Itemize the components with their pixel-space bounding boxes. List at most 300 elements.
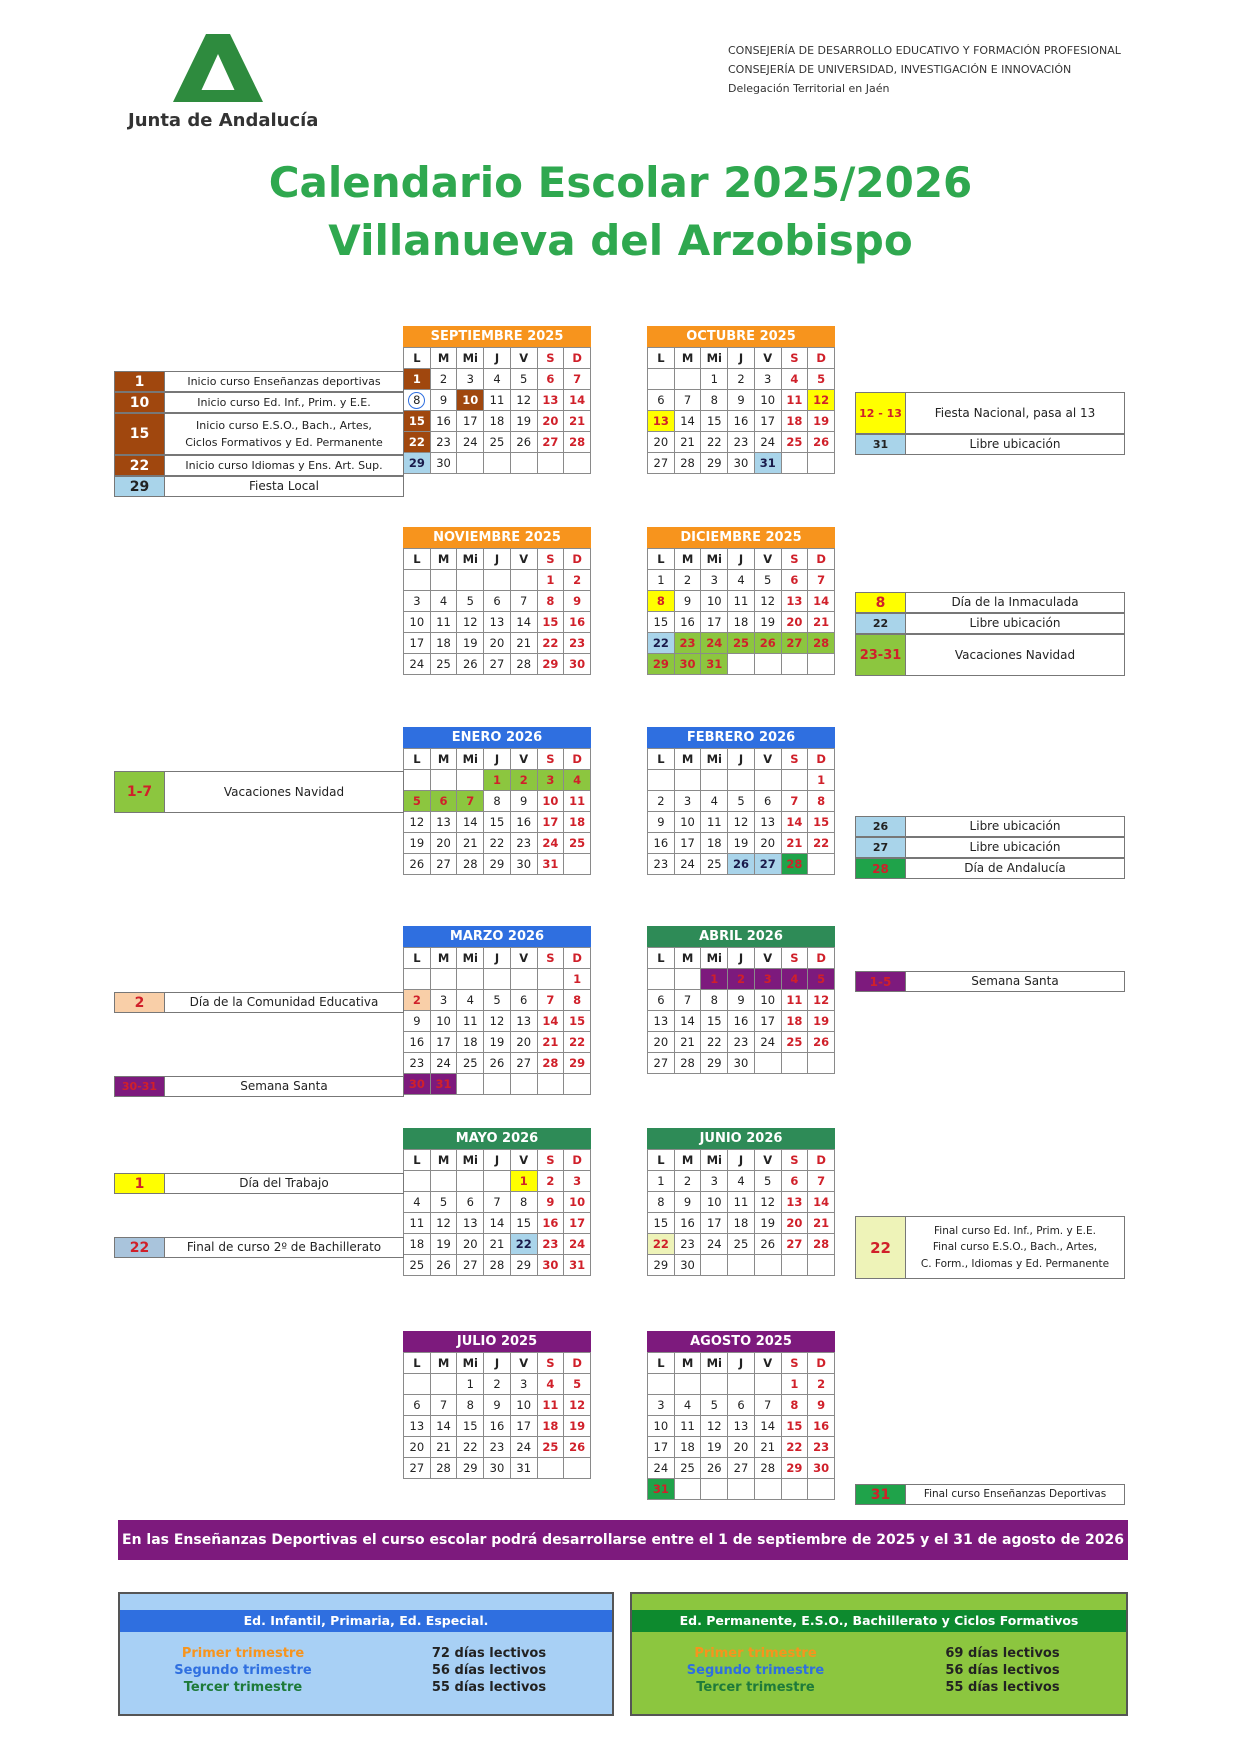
day-cell: 13 [728,1416,755,1437]
day-cell: 28 [808,1234,835,1255]
day-cell: 24 [755,1032,782,1053]
summary-title: Ed. Infantil, Primaria, Ed. Especial. [120,1610,612,1632]
legend-text-line-1: Final curso Ed. Inf., Prim. y E.E. [934,1225,1096,1238]
legend-text: Libre ubicación [969,819,1061,834]
day-cell: 22 [808,833,835,854]
day-cell: 18 [782,411,809,432]
day-cell: 2 [648,791,675,812]
legend-key: 31 [856,435,906,454]
day-cell: 3 [701,1171,728,1192]
day-cell: 20 [648,1032,675,1053]
day-cell: 8 [648,591,675,612]
term-days: 56 días lectivos [431,1663,547,1678]
day-cell: 3 [648,1395,675,1416]
weekday-header: L [404,948,431,969]
empty-cell [484,969,511,990]
legend-text: Libre ubicación [969,616,1061,631]
legend-may-1 [114,1173,404,1194]
day-cell: 28 [782,854,809,875]
legend-sep-1 [114,371,404,392]
weekday-header: J [728,749,755,770]
day-cell: 25 [431,654,458,675]
empty-cell [755,770,782,791]
day-cell: 9 [675,591,702,612]
legend-key: 28 [856,859,906,878]
day-cell: 19 [728,833,755,854]
day-cell: 20 [782,1213,809,1234]
day-cell: 1 [457,1374,484,1395]
day-cell: 2 [404,990,431,1011]
month-header: SEPTIEMBRE 2025 [403,326,591,347]
day-cell: 18 [404,1234,431,1255]
day-cell: 3 [675,791,702,812]
weekday-header: S [538,1150,565,1171]
empty-cell [675,369,702,390]
day-cell: 18 [701,833,728,854]
day-cell: 21 [431,1437,458,1458]
day-cell: 7 [484,1192,511,1213]
weekday-header: J [484,749,511,770]
empty-cell [755,1479,782,1500]
day-cell: 19 [755,612,782,633]
empty-cell [755,1053,782,1074]
day-cell: 13 [511,1011,538,1032]
summary-infantil-primaria [118,1592,614,1716]
day-cell: 13 [538,390,565,411]
day-cell: 27 [538,432,565,453]
weekday-header: S [538,749,565,770]
day-cell: 4 [675,1395,702,1416]
day-cell: 19 [701,1437,728,1458]
weekday-header: Mi [457,549,484,570]
day-cell: 24 [457,432,484,453]
day-cell: 22 [564,1032,591,1053]
day-cell: 22 [701,432,728,453]
day-cell: 1 [701,369,728,390]
day-cell: 16 [728,411,755,432]
sports-education-banner: En las Enseñanzas Deportivas el curso escolar podrá desarrollarse entre el 1 de septiembre de 2025 y el 31 de agosto de 2026 [118,1520,1128,1560]
month-august [647,1331,835,1500]
day-cell: 22 [484,833,511,854]
day-cell: 29 [782,1458,809,1479]
day-cell: 3 [564,1171,591,1192]
weekday-header: S [782,1150,809,1171]
day-cell: 16 [728,1011,755,1032]
day-cell: 16 [648,833,675,854]
day-cell: 10 [431,1011,458,1032]
day-cell: 19 [808,411,835,432]
legend-text: Inicio curso Idiomas y Ens. Art. Sup. [185,458,383,472]
day-cell: 27 [728,1458,755,1479]
day-cell: 25 [728,633,755,654]
legend-dec-22 [855,613,1125,634]
day-cell: 8 [457,1395,484,1416]
day-cell: 16 [538,1213,565,1234]
legend-text-line-2: Final curso E.S.O., Bach., Artes, [932,1241,1098,1254]
legend-text: Inicio curso Ed. Inf., Prim. y E.E. [197,395,371,409]
day-cell: 9 [648,812,675,833]
term-label: Primer trimestre [694,1646,817,1661]
weekday-header: L [404,348,431,369]
legend-mar-30 [114,1076,404,1097]
legend-text: Día de la Inmaculada [951,595,1079,610]
empty-cell [538,1458,565,1479]
day-cell: 18 [728,612,755,633]
page-subtitle: Villanueva del Arzobispo [328,216,913,265]
day-cell: 4 [484,369,511,390]
month-header: NOVIEMBRE 2025 [403,527,591,548]
day-cell: 16 [564,612,591,633]
day-cell: 28 [564,432,591,453]
day-cell: 26 [564,1437,591,1458]
empty-cell [538,969,565,990]
day-cell: 15 [701,1011,728,1032]
weekday-header: L [404,749,431,770]
day-cell: 18 [782,1011,809,1032]
legend-oct-31 [855,434,1125,455]
day-cell: 15 [648,1213,675,1234]
empty-cell [701,1255,728,1276]
day-cell: 10 [648,1416,675,1437]
legend-key: 22 [856,1217,906,1278]
month-header: FEBRERO 2026 [647,727,835,748]
empty-cell [782,770,809,791]
weekday-header: L [648,1150,675,1171]
empty-cell [808,453,835,474]
day-cell: 10 [701,591,728,612]
day-cell: 12 [701,1416,728,1437]
summary-title: Ed. Permanente, E.S.O., Bachillerato y Ciclos Formativos [632,1610,1126,1632]
day-cell: 24 [564,1234,591,1255]
weekday-header: M [431,549,458,570]
day-cell: 31 [511,1458,538,1479]
day-cell: 21 [782,833,809,854]
legend-mar-2 [114,992,404,1013]
weekday-header: L [404,1353,431,1374]
day-cell: 28 [808,633,835,654]
legend-text: Fiesta Local [249,479,319,494]
legend-key: 8 [856,593,906,612]
legend-oct-12 [855,392,1125,434]
empty-cell [484,453,511,474]
empty-cell [648,369,675,390]
month-header: JUNIO 2026 [647,1128,835,1149]
legend-key: 1 [115,1174,165,1193]
weekday-header: M [431,1150,458,1171]
day-cell: 21 [675,432,702,453]
day-cell: 19 [484,1032,511,1053]
day-cell: 22 [648,633,675,654]
weekday-header: J [484,549,511,570]
weekday-header: D [564,749,591,770]
empty-cell [511,1074,538,1095]
day-cell: 14 [675,1011,702,1032]
day-cell: 23 [808,1437,835,1458]
day-cell: 9 [538,1192,565,1213]
day-cell: 24 [538,833,565,854]
day-cell: 5 [511,369,538,390]
day-cell: 14 [564,390,591,411]
weekday-header: D [564,1353,591,1374]
day-cell: 28 [457,854,484,875]
day-cell: 14 [782,812,809,833]
weekday-header: D [564,948,591,969]
empty-cell [457,969,484,990]
empty-cell [675,770,702,791]
legend-sep-22 [114,455,404,476]
day-cell: 14 [538,1011,565,1032]
day-cell: 6 [728,1395,755,1416]
legend-feb-26 [855,816,1125,837]
legend-sep-10 [114,392,404,413]
day-cell: 26 [808,432,835,453]
day-cell: 16 [404,1032,431,1053]
empty-cell [808,1479,835,1500]
weekday-header: Mi [701,1353,728,1374]
day-cell: 31 [755,453,782,474]
weekday-header: M [675,948,702,969]
legend-text: Día del Trabajo [239,1176,329,1191]
month-july [403,1331,591,1479]
day-cell: 17 [701,1213,728,1234]
day-cell: 28 [511,654,538,675]
day-cell: 1 [511,1171,538,1192]
weekday-header: M [675,1150,702,1171]
day-cell: 6 [648,990,675,1011]
day-cell: 4 [728,570,755,591]
weekday-header: Mi [701,1150,728,1171]
day-cell: 2 [675,570,702,591]
day-cell: 5 [755,1171,782,1192]
day-cell: 26 [484,1053,511,1074]
day-cell: 6 [431,791,458,812]
weekday-header: M [675,749,702,770]
day-cell: 19 [755,1213,782,1234]
day-cell: 8 [564,990,591,1011]
day-cell: 4 [728,1171,755,1192]
day-cell: 8 [538,591,565,612]
empty-cell [564,854,591,875]
day-cell: 12 [808,390,835,411]
day-cell: 18 [484,411,511,432]
day-cell: 21 [675,1032,702,1053]
weekday-header: Mi [701,948,728,969]
empty-cell [564,453,591,474]
empty-cell [648,770,675,791]
term-days: 72 días lectivos [431,1646,547,1661]
day-cell: 22 [404,432,431,453]
weekday-header: Mi [457,348,484,369]
day-cell: 29 [457,1458,484,1479]
day-cell: 30 [564,654,591,675]
empty-cell [431,969,458,990]
month-header: ENERO 2026 [403,727,591,748]
term-label: Segundo trimestre [174,1663,312,1678]
day-cell: 7 [755,1395,782,1416]
day-cell: 27 [484,654,511,675]
day-cell: 20 [648,432,675,453]
day-cell: 8 [701,390,728,411]
day-cell: 27 [755,854,782,875]
month-grid [403,748,591,875]
day-cell: 25 [404,1255,431,1276]
empty-cell [728,1255,755,1276]
day-cell: 26 [755,1234,782,1255]
day-cell: 5 [755,570,782,591]
day-cell: 24 [648,1458,675,1479]
day-cell: 12 [404,812,431,833]
legend-key: 23-31 [856,635,906,675]
day-cell: 9 [728,390,755,411]
day-cell: 8 [484,791,511,812]
month-grid [647,548,835,675]
day-cell: 3 [431,990,458,1011]
day-cell: 19 [564,1416,591,1437]
empty-cell [808,854,835,875]
empty-cell [431,570,458,591]
weekday-header: V [511,1353,538,1374]
day-cell: 23 [564,633,591,654]
day-cell: 6 [648,390,675,411]
weekday-header: L [648,749,675,770]
weekday-header: S [782,549,809,570]
weekday-header: D [808,948,835,969]
month-may-2026 [403,1128,591,1276]
empty-cell [404,570,431,591]
day-cell: 29 [564,1053,591,1074]
weekday-header: L [648,348,675,369]
legend-dec-23 [855,634,1125,676]
day-cell: 11 [728,591,755,612]
day-cell: 18 [538,1416,565,1437]
day-cell: 3 [404,591,431,612]
legend-key: 1 [115,372,165,391]
day-cell: 10 [701,1192,728,1213]
weekday-header: J [728,549,755,570]
day-cell: 20 [511,1032,538,1053]
day-cell: 29 [701,453,728,474]
day-cell: 30 [538,1255,565,1276]
day-cell: 7 [538,990,565,1011]
day-cell: 11 [484,390,511,411]
day-cell: 11 [782,990,809,1011]
weekday-header: S [782,348,809,369]
weekday-header: L [404,549,431,570]
legend-text: Vacaciones Navidad [223,784,345,799]
weekday-header: S [538,549,565,570]
day-cell: 12 [511,390,538,411]
legend-feb-28 [855,858,1125,879]
day-cell: 30 [728,1053,755,1074]
day-cell: 6 [755,791,782,812]
empty-cell [564,1074,591,1095]
weekday-header: M [431,348,458,369]
month-header: MAYO 2026 [403,1128,591,1149]
weekday-header: Mi [701,348,728,369]
day-cell: 23 [484,1437,511,1458]
weekday-header: V [755,749,782,770]
day-cell: 21 [538,1032,565,1053]
day-cell: 24 [511,1437,538,1458]
day-cell: 6 [782,570,809,591]
legend-text: Vacaciones Navidad [954,647,1076,662]
day-cell: 13 [782,591,809,612]
month-header: MARZO 2026 [403,926,591,947]
day-cell: 21 [564,411,591,432]
day-cell: 26 [511,432,538,453]
summary-secundaria [630,1592,1128,1716]
legend-key: 29 [115,477,165,496]
day-cell: 21 [755,1437,782,1458]
weekday-header: V [511,948,538,969]
day-cell: 31 [431,1074,458,1095]
term-label: Segundo trimestre [686,1663,825,1678]
empty-cell [782,654,809,675]
day-cell: 15 [648,612,675,633]
weekday-header: D [808,1150,835,1171]
legend-aug-31 [855,1484,1125,1505]
month-header: OCTUBRE 2025 [647,326,835,347]
day-cell: 30 [675,1255,702,1276]
empty-cell [728,770,755,791]
day-cell: 4 [431,591,458,612]
day-cell: 31 [564,1255,591,1276]
day-cell: 17 [404,633,431,654]
day-cell: 13 [484,612,511,633]
day-cell: 2 [564,570,591,591]
day-cell: 4 [701,791,728,812]
empty-cell [728,1374,755,1395]
day-cell: 16 [675,1213,702,1234]
month-grid [403,1352,591,1479]
day-cell: 3 [755,369,782,390]
day-cell: 12 [431,1213,458,1234]
day-cell: 24 [431,1053,458,1074]
day-cell: 11 [431,612,458,633]
day-cell: 10 [675,812,702,833]
department-line-1: CONSEJERÍA DE DESARROLLO EDUCATIVO Y FORMACIÓN PROFESIONAL [728,44,1121,57]
day-cell: 17 [755,411,782,432]
day-cell: 20 [755,833,782,854]
empty-cell [755,1255,782,1276]
weekday-header: S [538,348,565,369]
day-cell: 21 [457,833,484,854]
weekday-header: S [782,948,809,969]
day-cell: 25 [484,432,511,453]
day-cell: 14 [511,612,538,633]
term-label: Primer trimestre [181,1646,305,1661]
day-cell: 21 [808,1213,835,1234]
day-cell: 29 [484,854,511,875]
empty-cell [782,1053,809,1074]
weekday-header: J [728,1353,755,1374]
day-cell: 19 [431,1234,458,1255]
day-cell: 26 [808,1032,835,1053]
day-cell: 18 [675,1437,702,1458]
legend-dec-8 [855,592,1125,613]
weekday-header: Mi [457,1353,484,1374]
legend-key: 12 - 13 [856,393,906,433]
day-cell: 23 [675,1234,702,1255]
day-cell: 4 [538,1374,565,1395]
day-cell: 27 [457,1255,484,1276]
day-cell: 24 [404,654,431,675]
month-november-2025 [403,527,591,675]
weekday-header: M [431,1353,458,1374]
legend-may-22 [114,1237,404,1258]
month-header: JULIO 2025 [403,1331,591,1352]
day-cell: 4 [457,990,484,1011]
